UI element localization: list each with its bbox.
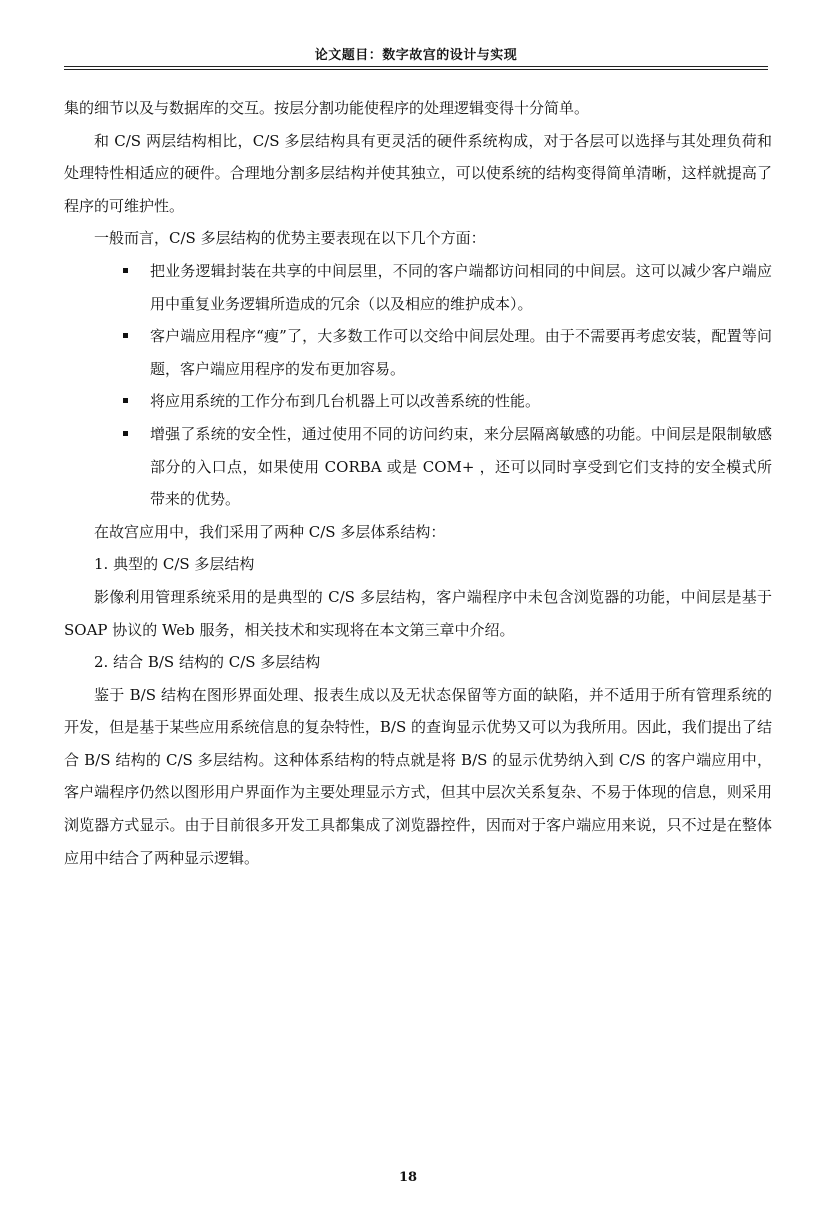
- page-header: 论文题目：数字故宫的设计与实现: [314, 48, 518, 63]
- paragraph-comparison: 和 C/S 两层结构相比，C/S 多层结构具有更灵活的硬件系统构成，对于各层可以选择与其处理负荷和处理特性相适应的硬件。合理地分割多层结构并使其独立，可以使系统的结构变得简单清晰，这样就提高了程序的可维护性。: [64, 131, 772, 215]
- paragraph-typical-cs: 影像利用管理系统采用的是典型的 C/S 多层结构，客户端程序中未包含浏览器的功能，中间层是基于 SOAP 协议的 Web 服务，相关技术和实现将在本文第三章中介绍。: [64, 587, 772, 639]
- advantages-list: [64, 255, 772, 516]
- paragraph-bs-cs: 鉴于 B/S 结构在图形界面处理、报表生成以及无状态保留等方面的缺陷，并不适用于所有管理系统的开发，但是基于某些应用系统信息的复杂特性，B/S 的查询显示优势又可以为我所用。因此，我们提出了结合 B/S 结构的 C/S 多层结构。这种体系结构的特点就是将 B/S 的显示优势纳入到 C/S 的客户端应用中，客户端程序仍然以图形用户界面作为主要处理显示方式，但其中层次关系复杂、不易于体现的信息，则采用浏览器方式显示。由于目前很多开发工具都集成了浏览器控件，因而对于客户端应用来说，只不过是在整体应用中结合了两种显示逻辑。: [64, 685, 772, 867]
- paragraph-continuation: 集的细节以及与数据库的交互。按层分割功能使程序的处理逻辑变得十分简单。: [64, 99, 590, 117]
- list-item: 将应用系统的工作分布到几台机器上可以改善系统的性能。: [64, 385, 772, 418]
- numbered-heading-2: 2. 结合 B/S 结构的 C/S 多层结构: [94, 653, 321, 672]
- page-number: 18: [398, 1170, 418, 1185]
- paragraph-advantages-intro: 一般而言，C/S 多层结构的优势主要表现在以下几个方面：: [94, 229, 486, 248]
- body-text: [64, 92, 772, 874]
- list-item: 客户端应用程序“瘦”了，大多数工作可以交给中间层处理。由于不需要再考虑安装，配置等问题，客户端应用程序的发布更加容易。: [64, 320, 772, 385]
- header-rule: [64, 66, 768, 67]
- numbered-heading-1: 1. 典型的 C/S 多层结构: [94, 555, 255, 574]
- header-rule-secondary: [64, 69, 768, 70]
- list-item: 把业务逻辑封装在共享的中间层里，不同的客户端都访问相同的中间层。这可以减少客户端应用中重复业务逻辑所造成的冗余（以及相应的维护成本）。: [64, 255, 772, 320]
- list-item: 增强了系统的安全性，通过使用不同的访问约束，来分层隔离敏感的功能。中间层是限制敏感部分的入口点，如果使用 CORBA 或是 COM+ ，还可以同时享受到它们支持的安全模式所带来的优势。: [64, 418, 772, 516]
- paragraph-two-architectures: 在故宫应用中，我们采用了两种 C/S 多层体系结构：: [94, 522, 446, 541]
